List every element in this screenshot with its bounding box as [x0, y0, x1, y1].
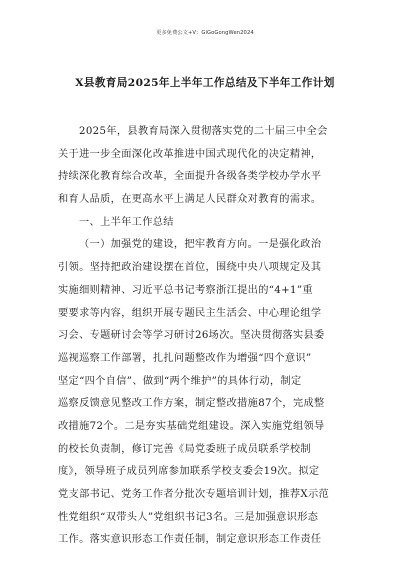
body-line: 习会、专题研讨会等学习研讨26场次。坚决贯彻落实县委: [58, 330, 325, 342]
body-line: 坚定“四个自信”、做到“两个维护”的具体行动，制定: [58, 375, 302, 387]
body-line: 2025年，县教育局深入贯彻落实党的二十届三中全会: [79, 126, 328, 137]
body-line: 引领。坚持把政治建设摆在首位，围绕中央八项规定及其: [58, 262, 322, 274]
body-line: 巡视巡察工作部署，扎扎问题整改作为增强“四个意识”: [58, 352, 312, 364]
body-line: 党支部书记、党务工作者分批次专题培训计划，推荐X示范: [58, 489, 330, 500]
body-line: 巡察反馈意见整改工作方案，制定整改措施87个，完成整: [58, 398, 325, 410]
section-heading: 一、上半年工作总结: [79, 216, 174, 228]
body-line: 关于进一步全面深化改革推进中国式现代化的决定精神，: [58, 148, 322, 160]
body-line: （一）加强党的建设，把牢教育方向。一是强化政治: [79, 239, 322, 251]
body-line: 持续深化教育综合改革，全面提升各级各类学校办学水平: [58, 171, 322, 183]
body-line: 改措施72个。二是夯实基础党组建设。深入实施党组领导: [58, 420, 325, 432]
body-line: 要要求等内容，组织开展专题民主生活会、中心理论组学: [58, 307, 322, 319]
body-line: 性党组织“双带头人”党组织书记3名。三是加强意识形态: [58, 511, 319, 523]
body-line: 和育人品质，在更高水平上满足人民群众对教育的需求。: [58, 194, 322, 206]
header-note: 更多免费公文+V：GiGoGongWen2024: [156, 30, 254, 36]
body-line: 工作。落实意识形态工作责任制，制定意识形态工作责任: [58, 534, 322, 546]
document-body: [58, 121, 352, 552]
body-line: 度》，领导班子成员列席参加联系学校支委会19次。拟定: [58, 466, 320, 478]
body-line: 实施细则精神、习近平总书记考察浙江提出的“4+1”重: [58, 284, 313, 296]
document-title: X县教育局2025年上半年工作总结及下半年工作计划: [75, 77, 335, 89]
body-line: 的校长负责制，修订完善《局党委班子成员联系学校制: [58, 443, 311, 455]
